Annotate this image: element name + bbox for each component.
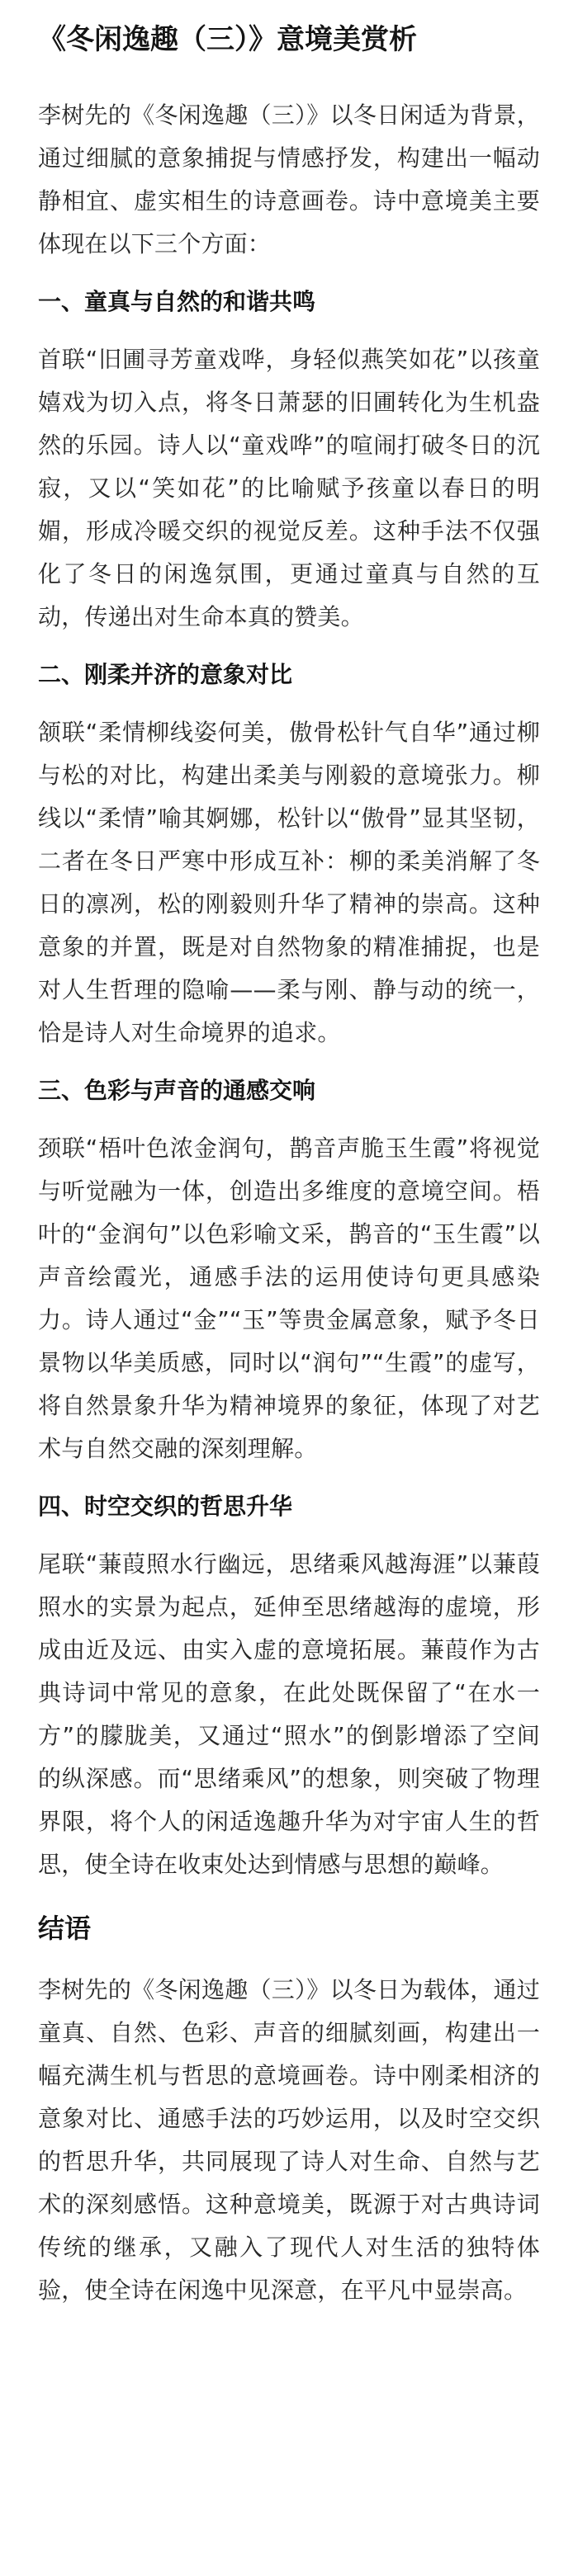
article-title: 《冬闲逸趣（三）》意境美赏析 (38, 23, 417, 56)
section-3-body: 颈联“梧叶色浓金润句，鹊音声脆玉生霞”将视觉与听觉融为一体，创造出多维度的意境空间。梧叶的“金润句”以色彩喻文采，鹊音的“玉生霞”以声音绘霞光，通感手法的运用使诗句更具感染力。诗人通过“金”“玉”等贵金属意象，赋予冬日景物以华美质感，同时以“润句”“生霞”的虚写，将自然景象升华为精神境界的象征，体现了对艺术与自然交融的深刻理解。 (38, 1135, 540, 1462)
section-4-body: 尾联“蒹葭照水行幽远，思绪乘风越海涯”以蒹葭照水的实景为起点，延伸至思绪越海的虚境，形成由近及远、由实入虚的意境拓展。蒹葭作为古典诗词中常见的意象，在此处既保留了“在水一方”的朦胧美，又通过“照水”的倒影增添了空间的纵深感。而“思绪乘风”的想象，则突破了物理界限，将个人的闲适逸趣升华为对宇宙人生的哲思，使全诗在收束处达到情感与思想的巅峰。 (38, 1550, 540, 1878)
section-1 (38, 284, 540, 639)
conclusion-section (38, 1908, 540, 2312)
section-4 (38, 1489, 540, 1886)
section-4-heading: 四、时空交织的哲思升华 (38, 1493, 293, 1520)
section-3-heading: 三、色彩与声音的通感交响 (38, 1077, 316, 1104)
section-3 (38, 1073, 540, 1470)
conclusion-heading: 结语 (38, 1913, 92, 1944)
section-1-heading: 一、童真与自然的和谐共鸣 (38, 288, 316, 315)
intro-paragraph: 李树先的《冬闲逸趣（三）》以冬日闲适为背景，通过细腻的意象捕捉与情感抒发，构建出一幅动静相宜、虚实相生的诗意画卷。诗中意境美主要体现在以下三个方面： (38, 101, 540, 257)
section-2-body: 颔联“柔情柳线姿何美，傲骨松针气自华”通过柳与松的对比，构建出柔美与刚毅的意境张力。柳线以“柔情”喻其婀娜，松针以“傲骨”显其坚韧，二者在冬日严寒中形成互补：柳的柔美消解了冬日的凛冽，松的刚毅则升华了精神的崇高。这种意象的并置，既是对自然物象的精准捕捉，也是对人生哲理的隐喻——柔与刚、静与动的统一，恰是诗人对生命境界的追求。 (38, 719, 540, 1046)
conclusion-body: 李树先的《冬闲逸趣（三）》以冬日为载体，通过童真、自然、色彩、声音的细腻刻画，构建出一幅充满生机与哲思的意境画卷。诗中刚柔相济的意象对比、通感手法的巧妙运用，以及时空交织的哲思升华，共同展现了诗人对生命、自然与艺术的深刻感悟。这种意境美，既源于对古典诗词传统的继承，又融入了现代人对生活的独特体验，使全诗在闲逸中见深意，在平凡中显崇高。 (38, 1976, 540, 2304)
section-2 (38, 657, 540, 1054)
section-2-heading: 二、刚柔并济的意象对比 (38, 661, 293, 688)
section-1-body: 首联“旧圃寻芳童戏哗，身轻似燕笑如花”以孩童嬉戏为切入点，将冬日萧瑟的旧圃转化为生机盎然的乐园。诗人以“童戏哗”的喧闹打破冬日的沉寂，又以“笑如花”的比喻赋予孩童以春日的明媚，形成冷暖交织的视觉反差。这种手法不仅强化了冬日的闲逸氛围，更通过童真与自然的互动，传递出对生命本真的赞美。 (38, 346, 540, 630)
